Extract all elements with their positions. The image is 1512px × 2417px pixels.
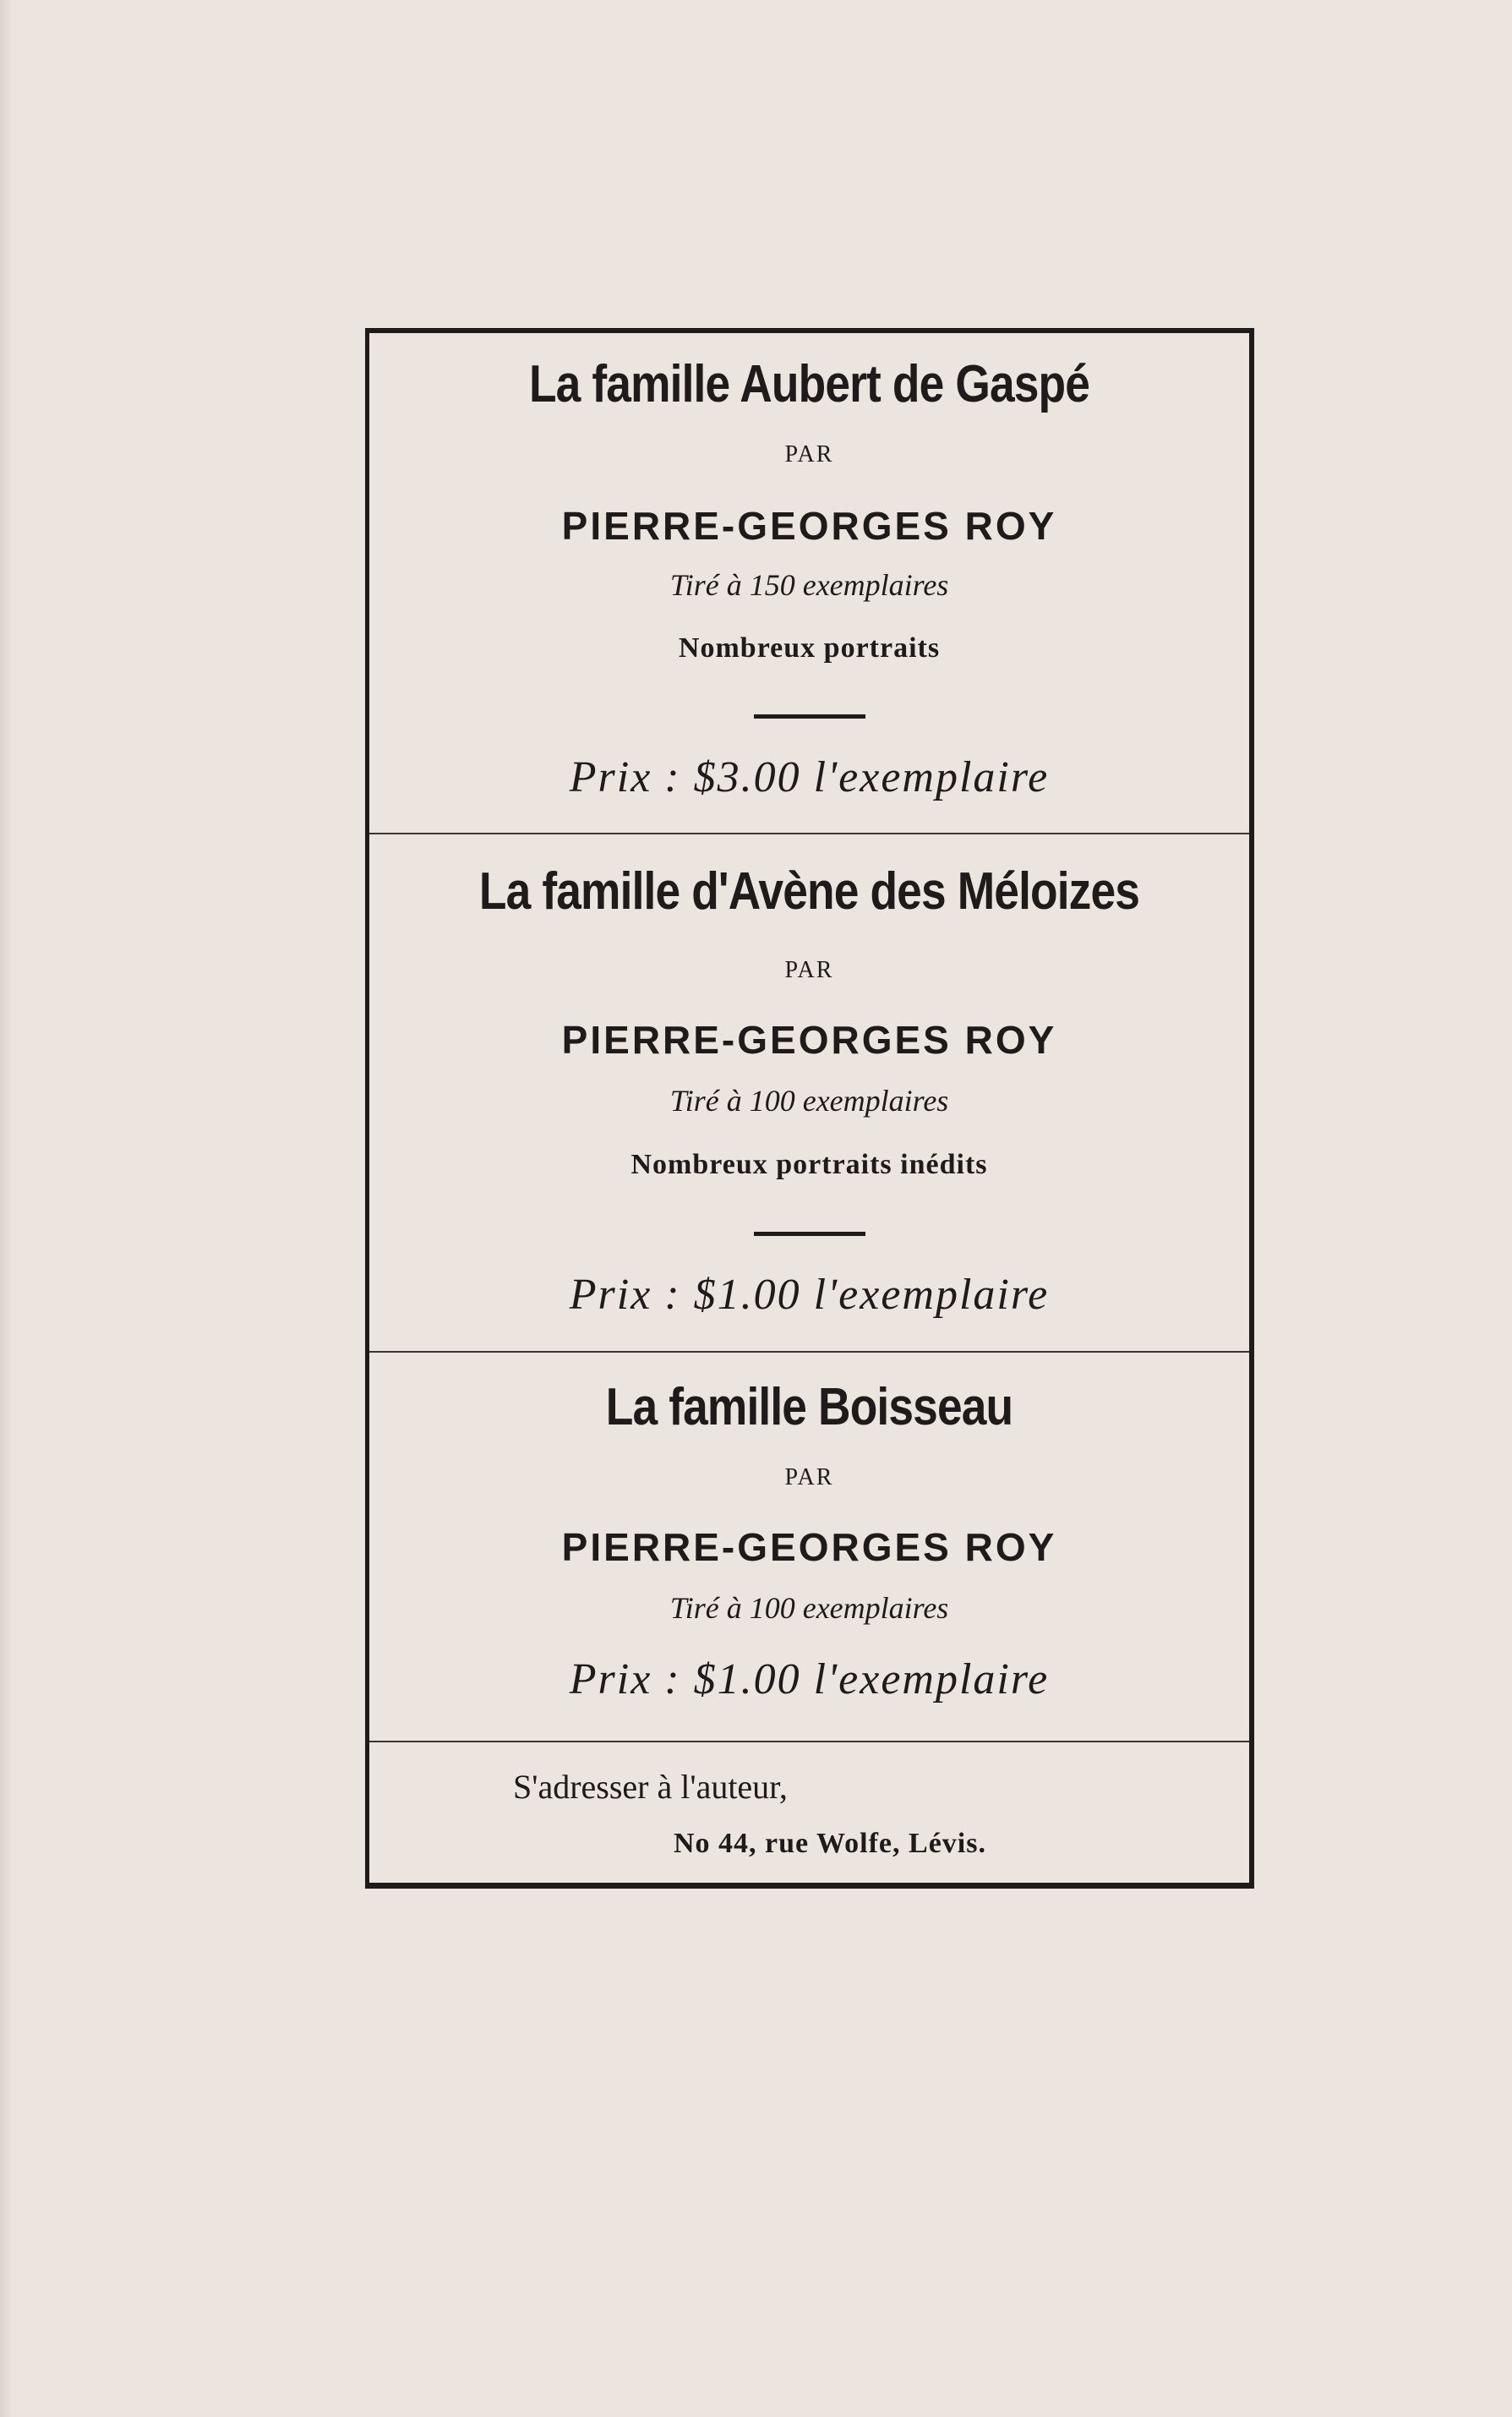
book-par [369,443,1249,467]
par-text: PAR [784,1464,834,1490]
book-title [369,355,1249,413]
section-divider [369,1351,1249,1353]
book-price [369,1273,1249,1317]
short-rule [369,1225,1249,1240]
book-price [369,1655,1249,1703]
book-title-text: La famille Aubert de Gaspé [528,355,1090,413]
section-divider [369,833,1249,834]
price-text: Prix : $3.00 l'exemplaire [569,753,1050,801]
book-author [369,1525,1249,1569]
contact-line: S'adresser à l'auteur, [513,1768,788,1806]
book-print-run [369,570,1249,600]
advertisement-box [365,328,1254,1889]
price-text: Prix : $1.00 l'exemplaire [569,1271,1050,1319]
par-text: PAR [784,441,834,468]
print-run-text: Tiré à 100 exemplaires [669,1084,949,1118]
book-print-run [369,1593,1249,1623]
section-divider [369,1741,1249,1742]
book-note [369,1151,1249,1179]
author-text: PIERRE-GEORGES ROY [561,504,1057,548]
book-note [369,634,1249,663]
book-title [369,1378,1249,1436]
author-text: PIERRE-GEORGES ROY [561,1018,1057,1062]
book-par [369,1466,1249,1490]
print-run-text: Tiré à 150 exemplaires [669,568,949,602]
note-text: Nombreux portraits [678,632,941,664]
book-title [369,862,1249,921]
book-print-run [369,1085,1249,1116]
note-text: Nombreux portraits inédits [630,1149,988,1180]
print-run-text: Tiré à 100 exemplaires [669,1591,949,1625]
book-price [369,753,1249,801]
par-text: PAR [784,957,834,983]
book-author [369,504,1249,548]
author-text: PIERRE-GEORGES ROY [561,1525,1057,1569]
book-title-text: La famille d'Avène des Méloizes [478,862,1140,921]
book-author [369,1018,1249,1062]
price-text: Prix : $1.00 l'exemplaire [569,1655,1050,1703]
book-par [369,959,1249,982]
page-edge [0,0,12,2417]
address-line: No 44, rue Wolfe, Lévis. [674,1828,986,1859]
short-rule [369,708,1249,723]
book-title-text: La famille Boisseau [605,1378,1013,1436]
